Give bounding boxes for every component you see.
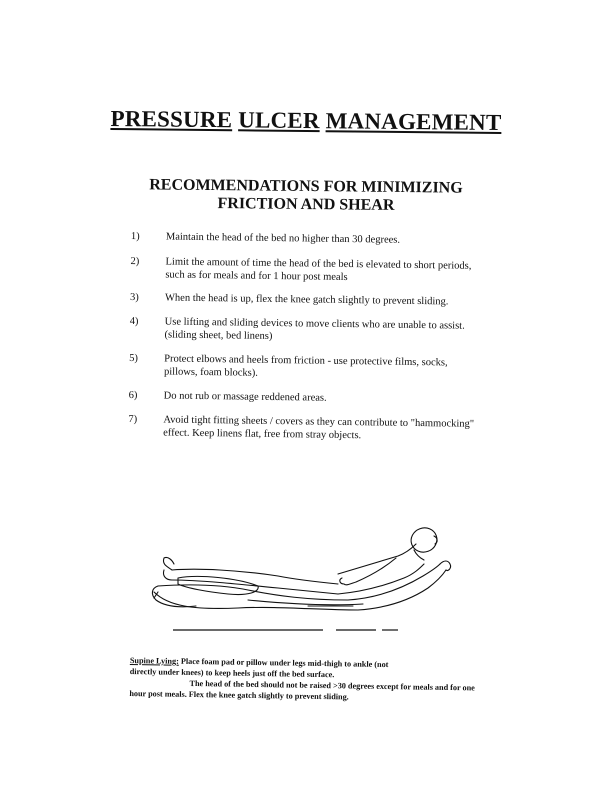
caption-text-1: Place foam pad or pillow under legs mid-thigh to ankle (not	[178, 656, 389, 670]
patient-arm	[344, 558, 396, 585]
subtitle-line-2: FRICTION AND SHEAR	[217, 195, 395, 214]
item-text-continued: pillows, foam blocks).	[163, 366, 258, 379]
patient-hand	[340, 578, 344, 584]
item-number: 1)	[130, 230, 140, 243]
supine-patient-illustration	[148, 518, 458, 646]
list-item	[130, 255, 510, 286]
recommendations-list	[128, 230, 511, 444]
item-text-continued: such as for meals and for 1 hour post meals	[165, 269, 348, 284]
item-number: 5)	[129, 352, 139, 365]
caption-text-3: The head of the bed should not be raised >30 degrees except for meals and for one	[189, 678, 475, 693]
list-item	[128, 413, 508, 444]
list-item	[130, 291, 510, 309]
caption-label: Supine Lying:	[129, 655, 179, 666]
patient-head	[408, 524, 441, 555]
list-item	[129, 315, 509, 346]
item-text: Do not rub or massage reddened areas.	[163, 390, 327, 404]
item-number: 6)	[128, 389, 138, 402]
bed-inner-line	[248, 600, 363, 605]
item-text: Avoid tight fitting sheets / covers as they can contribute to "hammocking"	[163, 414, 475, 430]
item-text: Protect elbows and heels from friction - use protective films, socks,	[164, 353, 448, 369]
item-number: 7)	[128, 413, 138, 426]
bed-head-end	[440, 561, 451, 571]
patient-torso-top	[338, 544, 416, 574]
item-text-continued: effect. Keep linens flat, free from stray objects.	[163, 427, 362, 442]
item-number: 3)	[129, 291, 139, 304]
item-text: Use lifting and sliding devices to move clients who are unable to assist.	[164, 316, 465, 332]
caption-text-2: directly under knees) to keep heels just off the bed surface.	[129, 666, 335, 680]
list-item	[129, 389, 509, 407]
title-word-management: MANAGEMENT	[325, 108, 502, 136]
item-number: 4)	[129, 315, 139, 328]
list-item	[131, 230, 511, 248]
item-text: When the head is up, flex the knee gatch slightly to prevent sliding.	[164, 292, 449, 308]
subtitle-line-1: RECOMMENDATIONS FOR MINIMIZING	[149, 176, 463, 197]
item-number: 2)	[130, 255, 140, 268]
title-word-pressure: PRESSURE	[110, 105, 233, 133]
patient-foot	[163, 557, 174, 570]
item-text: Maintain the head of the bed no higher than 30 degrees.	[165, 231, 401, 246]
patient-foot-sole	[163, 570, 172, 580]
caption-text-4: hour post meals. Flex the knee gatch slightly to prevent sliding.	[129, 688, 349, 702]
page-title	[0, 105, 612, 137]
item-text: Limit the amount of time the head of the bed is elevated to short periods,	[165, 256, 472, 272]
title-word-ulcer: ULCER	[238, 107, 320, 134]
illustration-caption	[129, 655, 530, 705]
item-text-continued: (sliding sheet, bed linens)	[164, 329, 273, 342]
list-item	[129, 352, 509, 383]
